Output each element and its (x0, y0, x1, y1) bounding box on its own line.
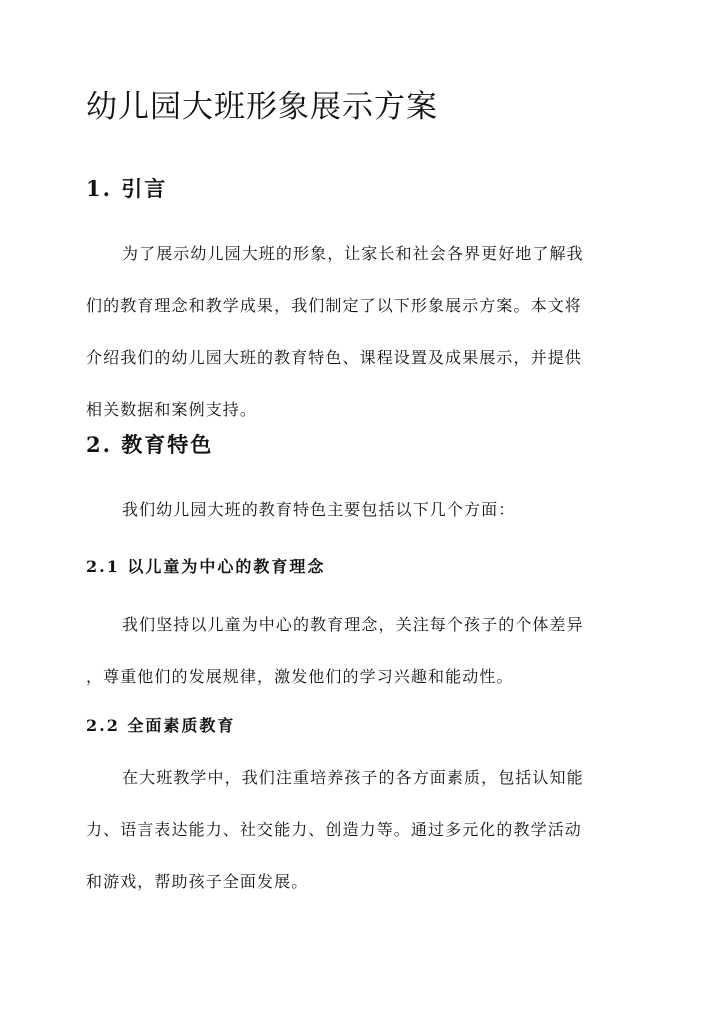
paragraph-line: 为了展示幼儿园大班的形象，让家长和社会各界更好地了解我 (122, 244, 584, 263)
section-paragraph-education-features (86, 484, 646, 536)
subsection-heading-quality-education: 2.2 全面素质教育 (86, 716, 236, 735)
paragraph-line: 在大班教学中，我们注重培养孩子的各方面素质，包括认知能 (122, 768, 584, 787)
paragraph-line: 相关数据和案例支持。 (86, 400, 258, 419)
section-heading-education-features: 2. 教育特色 (86, 432, 214, 457)
document-title: 幼儿园大班形象展示方案 (86, 89, 438, 125)
section-heading-introduction: 1. 引言 (86, 176, 168, 201)
subsection-paragraph-child-centered (86, 599, 646, 703)
paragraph-line: 力、语言表达能力、社交能力、创造力等。通过多元化的教学活动 (86, 820, 582, 839)
subsection-paragraph-quality-education (86, 752, 646, 908)
section-paragraph-introduction (86, 228, 646, 436)
paragraph-line: 介绍我们的幼儿园大班的教育特色、课程设置及成果展示，并提供 (86, 348, 582, 367)
paragraph-line: 和游戏，帮助孩子全面发展。 (86, 872, 309, 891)
paragraph-line: 我们幼儿园大班的教育特色主要包括以下几个方面： (122, 500, 516, 519)
paragraph-line: 我们坚持以儿童为中心的教育理念，关注每个孩子的个体差异 (122, 615, 584, 634)
subsection-heading-child-centered: 2.1 以儿童为中心的教育理念 (86, 557, 326, 576)
paragraph-line: 们的教育理念和教学成果，我们制定了以下形象展示方案。本文将 (86, 296, 582, 315)
paragraph-line: ，尊重他们的发展规律，激发他们的学习兴趣和能动性。 (86, 667, 514, 686)
